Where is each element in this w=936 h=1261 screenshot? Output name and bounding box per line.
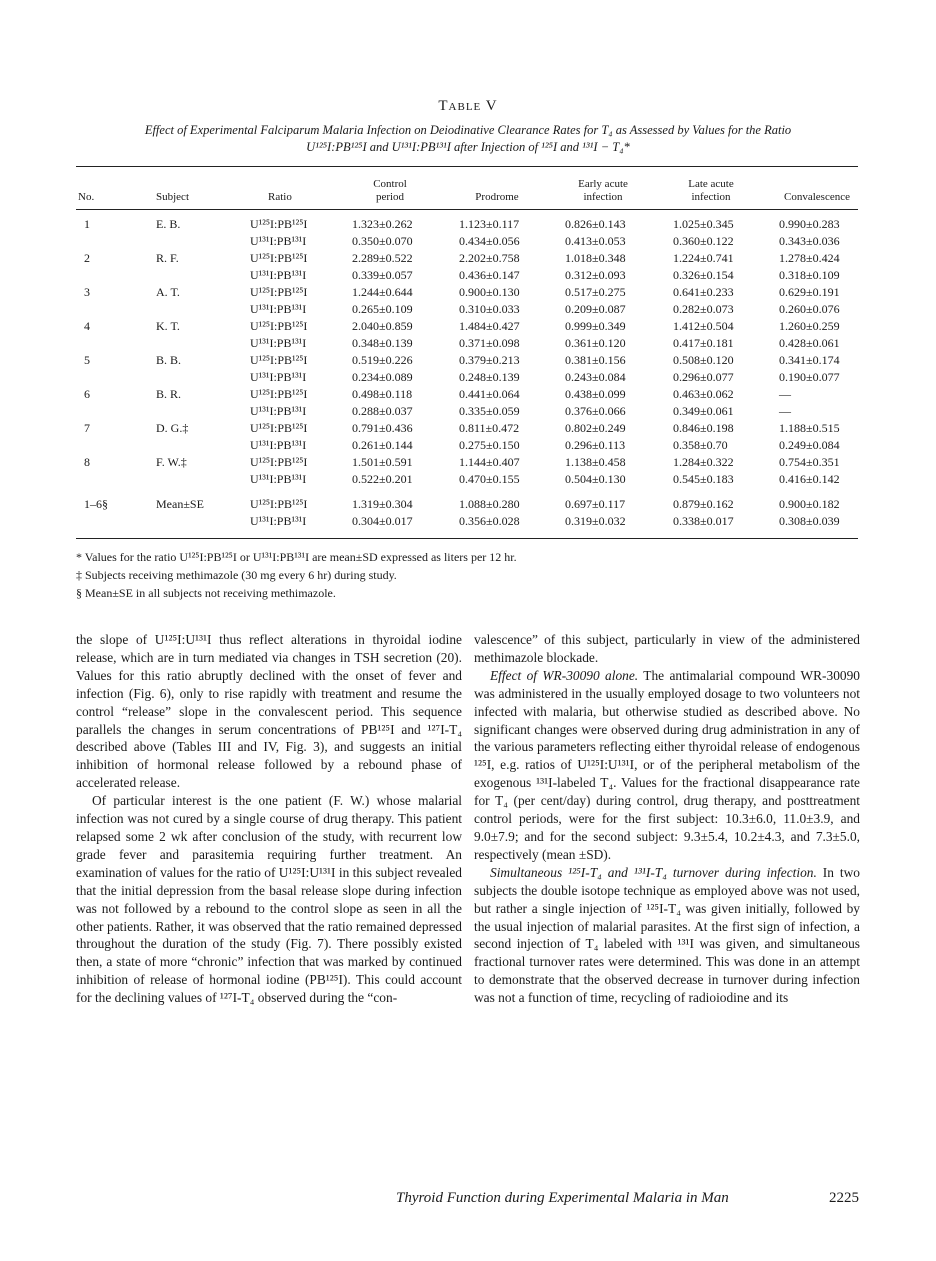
cell-conv: — [779, 387, 791, 401]
cell-control: 0.350±0.070 [352, 234, 413, 248]
cell-control: 0.261±0.144 [352, 438, 413, 452]
cell-prodrome: 1.088±0.280 [459, 497, 520, 511]
table-row [0, 421, 936, 438]
table-row [0, 285, 936, 302]
table-title: Table V [438, 98, 498, 114]
cell-control: 0.265±0.109 [352, 302, 413, 316]
cell-early: 0.438±0.099 [565, 387, 626, 401]
cell-prodrome: 0.335±0.059 [459, 404, 520, 418]
cell-conv: 1.188±0.515 [779, 421, 840, 435]
cell-late: 0.463±0.062 [673, 387, 734, 401]
cell-control: 0.304±0.017 [352, 514, 413, 528]
cell-no: 7 [84, 421, 90, 435]
table-row [0, 387, 936, 404]
table-row [0, 336, 936, 353]
table-caption [76, 122, 860, 156]
cell-conv: 0.343±0.036 [779, 234, 840, 248]
cell-early: 0.802±0.249 [565, 421, 626, 435]
cell-late: 0.282±0.073 [673, 302, 734, 316]
cell-subject: A. T. [156, 285, 180, 299]
cell-ratio: U¹³¹I:PB¹³¹I [250, 336, 307, 350]
cell-ratio: U¹²⁵I:PB¹²⁵I [250, 455, 308, 469]
cell-ratio: U¹²⁵I:PB¹²⁵I [250, 497, 308, 511]
cell-no: 2 [84, 251, 90, 265]
header-control [352, 178, 428, 204]
cell-prodrome: 0.900±0.130 [459, 285, 520, 299]
cell-late: 1.224±0.741 [673, 251, 734, 265]
cell-control: 1.319±0.304 [352, 497, 413, 511]
cell-ratio: U¹³¹I:PB¹³¹I [250, 370, 307, 384]
table-row [0, 514, 936, 531]
cell-late: 0.326±0.154 [673, 268, 734, 282]
cell-prodrome: 0.441±0.064 [459, 387, 520, 401]
cell-ratio: U¹³¹I:PB¹³¹I [250, 438, 307, 452]
header-ratio: Ratio [268, 191, 292, 203]
header-late-line: Late acute [688, 178, 734, 190]
header-subject: Subject [156, 191, 189, 203]
cell-subject: Mean±SE [156, 497, 204, 511]
cell-subject: K. T. [156, 319, 180, 333]
running-head: Thyroid Function during Experimental Malaria in Man [396, 1190, 729, 1206]
table-top-rule [76, 166, 858, 167]
table-row [0, 497, 936, 514]
header-prodrome: Prodrome [475, 191, 519, 203]
cell-control: 0.234±0.089 [352, 370, 413, 384]
cell-ratio: U¹²⁵I:PB¹²⁵I [250, 353, 308, 367]
cell-late: 0.879±0.162 [673, 497, 734, 511]
cell-conv: 1.278±0.424 [779, 251, 840, 265]
cell-late: 0.338±0.017 [673, 514, 734, 528]
body-column-right [474, 631, 860, 1007]
cell-late: 1.025±0.345 [673, 217, 734, 231]
cell-ratio: U¹²⁵I:PB¹²⁵I [250, 421, 308, 435]
cell-early: 0.243±0.084 [565, 370, 626, 384]
cell-ratio: U¹³¹I:PB¹³¹I [250, 268, 307, 282]
footnote: § Mean±SE in all subjects not receiving methimazole. [76, 586, 336, 600]
cell-control: 2.289±0.522 [352, 251, 413, 265]
paragraph: valescence” of this subject, particularly in view of the administered methimazole blockade. [474, 632, 860, 665]
table-bottom-rule [76, 538, 858, 539]
cell-ratio: U¹²⁵I:PB¹²⁵I [250, 251, 308, 265]
cell-control: 0.339±0.057 [352, 268, 413, 282]
cell-control: 1.501±0.591 [352, 455, 413, 469]
cell-subject: E. B. [156, 217, 181, 231]
cell-no: 4 [84, 319, 90, 333]
cell-no: 1 [84, 217, 90, 231]
cell-late: 0.508±0.120 [673, 353, 734, 367]
cell-prodrome: 0.248±0.139 [459, 370, 520, 384]
cell-ratio: U¹³¹I:PB¹³¹I [250, 234, 307, 248]
cell-prodrome: 0.275±0.150 [459, 438, 520, 452]
cell-late: 0.349±0.061 [673, 404, 734, 418]
cell-conv: 0.629±0.191 [779, 285, 840, 299]
table-row [0, 472, 936, 489]
cell-subject: R. F. [156, 251, 179, 265]
cell-early: 0.376±0.066 [565, 404, 626, 418]
cell-early: 0.697±0.117 [565, 497, 626, 511]
table-row [0, 404, 936, 421]
header-control-line: Control [373, 178, 407, 190]
cell-ratio: U¹³¹I:PB¹³¹I [250, 472, 307, 486]
table-row [0, 251, 936, 268]
cell-early: 0.413±0.053 [565, 234, 626, 248]
cell-conv: 0.190±0.077 [779, 370, 840, 384]
header-convalescence: Convalescence [784, 191, 850, 203]
cell-early: 0.296±0.113 [565, 438, 626, 452]
cell-control: 0.498±0.118 [352, 387, 413, 401]
header-late-line: infection [691, 191, 731, 203]
table-row [0, 438, 936, 455]
table-row [0, 268, 936, 285]
cell-late: 0.545±0.183 [673, 472, 734, 486]
cell-conv: 0.341±0.174 [779, 353, 840, 367]
table-row [0, 319, 936, 336]
cell-prodrome: 1.484±0.427 [459, 319, 520, 333]
cell-control: 0.791±0.436 [352, 421, 413, 435]
paragraph [474, 667, 860, 864]
cell-early: 1.018±0.348 [565, 251, 626, 265]
cell-subject: B. B. [156, 353, 182, 367]
cell-control: 0.348±0.139 [352, 336, 413, 350]
header-control-line: period [375, 191, 405, 203]
cell-late: 0.417±0.181 [673, 336, 734, 350]
cell-conv: 0.308±0.039 [779, 514, 840, 528]
cell-prodrome: 0.436±0.147 [459, 268, 520, 282]
table-caption-line: Effect of Experimental Falciparum Malaria Infection on Deiodinative Clearance Rates for T₄ as Assessed by Values for the Ratio [144, 123, 792, 137]
header-early-line: Early acute [578, 178, 628, 190]
table-header-rule [76, 209, 858, 210]
cell-late: 1.412±0.504 [673, 319, 734, 333]
cell-control: 2.040±0.859 [352, 319, 413, 333]
cell-conv: 0.260±0.076 [779, 302, 840, 316]
header-no: No. [78, 191, 95, 203]
cell-conv: 0.754±0.351 [779, 455, 840, 469]
header-late-acute [668, 178, 754, 204]
cell-conv: 0.416±0.142 [779, 472, 840, 486]
cell-early: 1.138±0.458 [565, 455, 626, 469]
cell-no: 1–6§ [84, 497, 108, 511]
cell-subject: F. W.‡ [156, 455, 187, 469]
table-row [0, 234, 936, 251]
cell-early: 0.361±0.120 [565, 336, 626, 350]
cell-late: 0.360±0.122 [673, 234, 734, 248]
cell-early: 0.381±0.156 [565, 353, 626, 367]
header-early-acute [560, 178, 646, 204]
cell-prodrome: 0.356±0.028 [459, 514, 520, 528]
cell-control: 0.522±0.201 [352, 472, 413, 486]
cell-prodrome: 0.379±0.213 [459, 353, 520, 367]
cell-prodrome: 0.470±0.155 [459, 472, 520, 486]
cell-prodrome: 0.811±0.472 [459, 421, 520, 435]
cell-prodrome: 0.371±0.098 [459, 336, 520, 350]
cell-conv: 0.318±0.109 [779, 268, 840, 282]
cell-control: 1.323±0.262 [352, 217, 413, 231]
cell-conv: 0.990±0.283 [779, 217, 840, 231]
table-row [0, 370, 936, 387]
paragraph-text: In two subjects the double isotope technique as employed above was not used, but rather a single injection of ¹²⁵I-T₄ was given initially, followed by the usual injection of malarial parasites. At the first sign of infection, a second injection of T₄ labeled with ¹³¹I was given, and simultaneous fractional turnover rates were determined. This was done in an attempt to demonstrate that the observed decrease in turnover during infection was not a function of time, recycling of radioiodine and its [474, 864, 860, 1006]
footnote: * Values for the ratio U¹²⁵I:PB¹²⁵I or U¹³¹I:PB¹³¹I are mean±SD expressed as liters per 12 hr. [76, 550, 517, 564]
body-column-left [76, 631, 462, 1007]
cell-no: 6 [84, 387, 90, 401]
cell-ratio: U¹³¹I:PB¹³¹I [250, 404, 307, 418]
cell-early: 0.826±0.143 [565, 217, 626, 231]
cell-prodrome: 1.144±0.407 [459, 455, 520, 469]
cell-no: 8 [84, 455, 90, 469]
cell-early: 0.319±0.032 [565, 514, 626, 528]
cell-conv: 0.428±0.061 [779, 336, 840, 350]
cell-early: 0.504±0.130 [565, 472, 626, 486]
cell-control: 0.519±0.226 [352, 353, 413, 367]
cell-late: 1.284±0.322 [673, 455, 734, 469]
cell-no: 3 [84, 285, 90, 299]
paragraph: Of particular interest is the one patient (F. W.) whose malarial infection was not cured by a single course of drug therapy. This patient relapsed some 2 wk after conclusion of the study, with recurrent low grade fever and parasitemia requiring further treatment. An examination of values for the ratio of U¹²⁵I:U¹³¹I in this subject revealed that the initial depression from the basal release slope during infection was not followed by a rebound to the control slope as seen in all the other patients. Rather, it was observed that the ratio remained depressed throughout the duration of the study (Fig. 7). There possibly existed then, a state of more “chronic” infection that was marked by continued inhibition of release of hormonal iodine (PB¹²⁵I). This could account for the declining values of ¹²⁷I-T₄ observed during the “con- [76, 793, 462, 1006]
table-caption-line: U¹²⁵I:PB¹²⁵I and U¹³¹I:PB¹³¹I after Injection of ¹²⁵I and ¹³¹I − T₄* [306, 140, 630, 154]
cell-prodrome: 0.434±0.056 [459, 234, 520, 248]
cell-ratio: U¹³¹I:PB¹³¹I [250, 302, 307, 316]
cell-late: 0.641±0.233 [673, 285, 734, 299]
cell-conv: 1.260±0.259 [779, 319, 840, 333]
cell-conv: — [779, 404, 791, 418]
cell-late: 0.846±0.198 [673, 421, 734, 435]
cell-ratio: U¹²⁵I:PB¹²⁵I [250, 217, 308, 231]
paragraph-heading: Effect of WR-30090 alone. [490, 667, 639, 683]
footnote: ‡ Subjects receiving methimazole (30 mg every 6 hr) during study. [76, 568, 397, 582]
cell-early: 0.517±0.275 [565, 285, 626, 299]
cell-late: 0.358±0.70 [673, 438, 728, 452]
paragraph: the slope of U¹²⁵I:U¹³¹I thus reflect alterations in thyroidal iodine release, which are in turn mediated via changes in TSH secretion (20). Values for this ratio abruptly declined with the onset of fever and infection (Fig. 6), only to rise rapidly with treatment and resume the control “release” slope in the convalescent period. This sequence parallels the changes in serum concentrations of PB¹²⁵I and ¹²⁷I-T₄ described above (Tables III and IV, Fig. 3), and suggests an initial inhibition of hormonal release followed by a rebound phase of accelerated release. [76, 632, 462, 791]
cell-ratio: U¹²⁵I:PB¹²⁵I [250, 387, 308, 401]
cell-subject: B. R. [156, 387, 182, 401]
cell-subject: D. G.‡ [156, 421, 189, 435]
header-early-line: infection [583, 191, 623, 203]
cell-ratio: U¹²⁵I:PB¹²⁵I [250, 319, 308, 333]
cell-no: 5 [84, 353, 90, 367]
cell-conv: 0.249±0.084 [779, 438, 840, 452]
cell-early: 0.312±0.093 [565, 268, 626, 282]
cell-prodrome: 0.310±0.033 [459, 302, 520, 316]
cell-ratio: U¹³¹I:PB¹³¹I [250, 514, 307, 528]
table-row [0, 455, 936, 472]
paragraph-heading: Simultaneous ¹²⁵I-T₄ and ¹³¹I-T₄ turnover during infection. [490, 864, 817, 880]
table-row [0, 302, 936, 319]
cell-ratio: U¹²⁵I:PB¹²⁵I [250, 285, 308, 299]
page-number: 2225 [829, 1190, 859, 1206]
paragraph [474, 864, 860, 1007]
cell-prodrome: 1.123±0.117 [459, 217, 520, 231]
cell-early: 0.999±0.349 [565, 319, 626, 333]
cell-prodrome: 2.202±0.758 [459, 251, 520, 265]
paragraph-text: The antimalarial compound WR-30090 was administered in the usually employed dosage to two volunteers not infected with malaria, but otherwise studied as described above. No significant changes were observed during drug administration in any of the various parameters reflecting either thyroidal release of endogenous ¹²⁵I, e.g. ratios of U¹²⁵I:U¹³¹I, or of the peripheral metabolism of the exogenous ¹³¹I-labeled T₄. Values for the fractional disappearance rate for T₄ (per cent/day) during control, drug therapy, and posttreatment control periods, were for the first subject: 10.3±6.0, 11.0±3.9, and 9.0±7.9; and for the second subject: 9.3±5.4, 10.2±4.3, and 7.3±5.0, respectively (mean ±SD). [474, 667, 860, 862]
table-row [0, 353, 936, 370]
cell-conv: 0.900±0.182 [779, 497, 840, 511]
cell-control: 1.244±0.644 [352, 285, 413, 299]
cell-control: 0.288±0.037 [352, 404, 413, 418]
cell-late: 0.296±0.077 [673, 370, 734, 384]
cell-early: 0.209±0.087 [565, 302, 626, 316]
table-row [0, 217, 936, 234]
table-footnotes [76, 548, 876, 602]
